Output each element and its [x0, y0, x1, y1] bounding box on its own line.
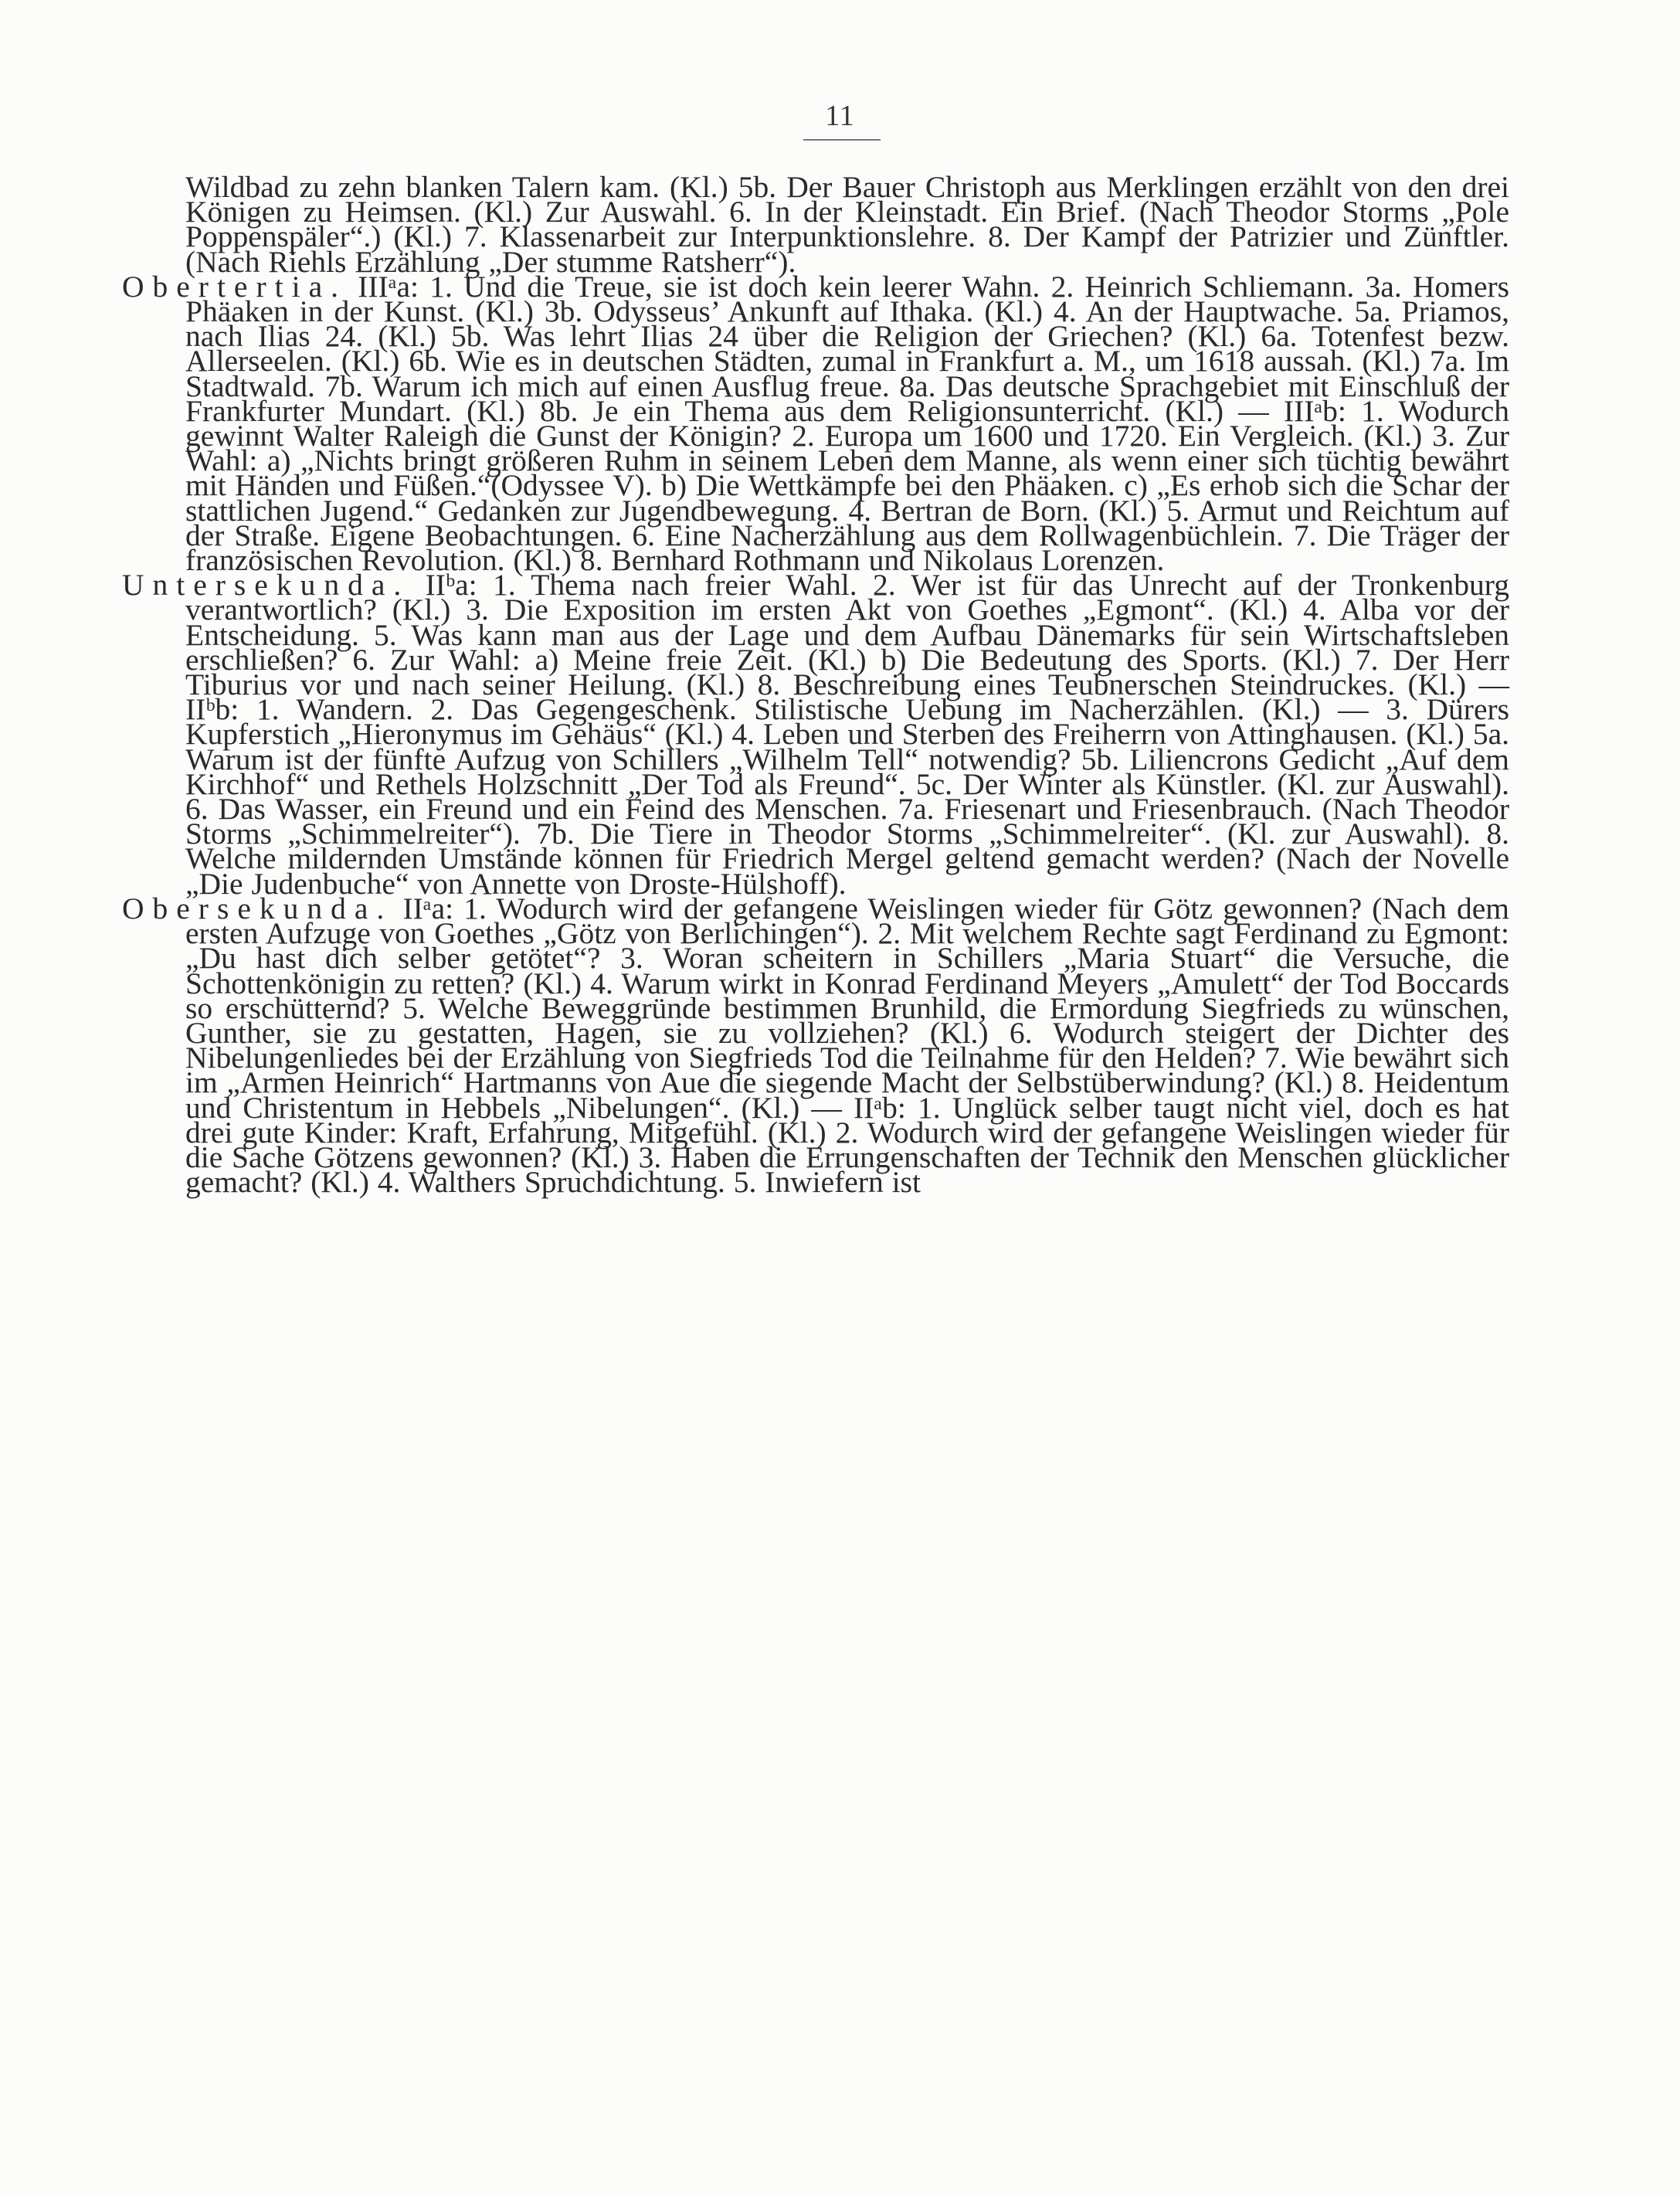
- page-number-rule: [803, 139, 881, 141]
- untersekunda-heading: Untersekunda.: [122, 568, 410, 603]
- document-body: [122, 170, 1509, 1200]
- obersekunda-section: [122, 891, 1509, 1200]
- obertertia-section: [122, 269, 1509, 578]
- page-number: 11: [825, 100, 855, 132]
- untersekunda-section: [122, 568, 1509, 901]
- obertertia-text: IIIᵃa: 1. Und die Treue, sie ist doch kein leerer Wahn. 2. Heinrich Schliemann. 3a. Homers Phäaken in der Kunst. (Kl.) 3b. Odysseus’ Ankunft auf Ithaka. (Kl.) 4. An der Hauptwache. 5a. Priamos, nach Ilias 24. (Kl.) 5b. Was lehrt Ilias 24 über die Religion der Griechen? (Kl.) 6a. Totenfest bezw. Allerseelen. (Kl.) 6b. Wie es in deutschen Städten, zumal in Frankfurt a. M., um 1618 aussah. (Kl.) 7a. Im Stadtwald. 7b. Warum ich mich auf einen Ausflug freue. 8a. Das deutsche Sprachgebiet mit Einschluß der Frankfurter Mundart. (Kl.) 8b. Je ein Thema aus dem Religionsunterricht. (Kl.) — IIIᵃb: 1. Wodurch gewinnt Walter Raleigh die Gunst der Königin? 2. Europa um 1600 und 1720. Ein Vergleich. (Kl.) 3. Zur Wahl: a) „Nichts bringt größeren Ruhm in seinem Leben dem Manne, als wenn einer sich tüchtig bewährt mit Händen und Füßen.“(Odyssee V). b) Die Wettkämpfe bei den Phäaken. c) „Es erhob sich die Schar der stattlichen Jugend.“ Gedanken zur Jugendbewegung. 4. Bertran de Born. (Kl.) 5. Armut und Reichtum auf der Straße. Eigene Beobachtungen. 6. Eine Nacherzählung aus dem Rollwagenbüchlein. 7. Die Träger der französischen Revolution. (Kl.) 8. Bernhard Rothmann und Nikolaus Lorenzen.: [185, 269, 1509, 578]
- continued-paragraph: Wildbad zu zehn blanken Talern kam. (Kl.) 5b. Der Bauer Christoph aus Merklingen erzählt von den drei Königen zu Heimsen. (Kl.) Zur Auswahl. 6. In der Kleinstadt. Ein Brief. (Nach Theodor Storms „Pole Poppenspäler“.) (Kl.) 7. Klassenarbeit zur Interpunktionslehre. 8. Der Kampf der Patrizier und Zünftler. (Nach Riehls Erzählung „Der stumme Ratsherr“).: [185, 170, 1509, 279]
- obertertia-heading: Obertertia.: [122, 269, 347, 304]
- untersekunda-text: IIᵇa: 1. Thema nach freier Wahl. 2. Wer ist für das Unrecht auf der Tronkenburg verantwortlich? (Kl.) 3. Die Exposition im ersten Akt von Goethes „Egmont“. (Kl.) 4. Alba vor der Entscheidung. 5. Was kann man aus der Lage und dem Aufbau Dänemarks für sein Wirtschaftsleben erschließen? 6. Zur Wahl: a) Meine freie Zeit. (Kl.) b) Die Bedeutung des Sports. (Kl.) 7. Der Herr Tiburius vor und nach seiner Heilung. (Kl.) 8. Beschreibung eines Teubnerschen Steindruckes. (Kl.) — IIᵇb: 1. Wandern. 2. Das Gegengeschenk. Stilistische Uebung im Nacherzählen. (Kl.) — 3. Dürers Kupferstich „Hieronymus im Gehäus“ (Kl.) 4. Leben und Sterben des Freiherrn von Attinghausen. (Kl.) 5a. Warum ist der fünfte Aufzug von Schillers „Wilhelm Tell“ notwendig? 5b. Liliencrons Gedicht „Auf dem Kirchhof“ und Rethels Holzschnitt „Der Tod als Freund“. 5c. Der Winter als Künstler. (Kl. zur Auswahl). 6. Das Wasser, ein Freund und ein Feind des Menschen. 7a. Friesenart und Friesenbrauch. (Nach Theodor Storms „Schimmelreiter“). 7b. Die Tiere in Theodor Storms „Schimmelreiter“. (Kl. zur Auswahl). 8. Welche mildernden Umstände können für Friedrich Mergel geltend gemacht werden? (Nach der Novelle „Die Judenbuche“ von Annette von Droste-Hülshoff).: [185, 568, 1509, 901]
- obersekunda-text: IIᵃa: 1. Wodurch wird der gefangene Weislingen wieder für Götz gewonnen? (Nach dem ersten Aufzuge von Goethes „Götz von Berlichingen“). 2. Mit welchem Rechte sagt Ferdinand zu Egmont: „Du hast dich selber getötet“? 3. Woran scheitern in Schillers „Maria Stuart“ die Versuche, die Schottenkönigin zu retten? (Kl.) 4. Warum wirkt in Konrad Ferdinand Meyers „Amulett“ der Tod Boccards so erschütternd? 5. Welche Beweggründe bestimmen Brunhild, die Ermordung Siegfrieds zu wünschen, Gunther, sie zu gestatten, Hagen, sie zu vollziehen? (Kl.) 6. Wodurch steigert der Dichter des Nibelungenliedes bei der Erzählung von Siegfrieds Tod die Teilnahme für den Helden? 7. Wie bewährt sich im „Armen Heinrich“ Hartmanns von Aue die siegende Macht der Selbstüberwindung? (Kl.) 8. Heidentum und Christentum in Hebbels „Nibelungen“. (Kl.) — IIᵃb: 1. Unglück selber taugt nicht viel, doch es hat drei gute Kinder: Kraft, Erfahrung, Mitgefühl. (Kl.) 2. Wodurch wird der gefangene Weislingen wieder für die Sache Götzens gewonnen? (Kl.) 3. Haben die Errungenschaften der Technik den Menschen glücklicher gemacht? (Kl.) 4. Walthers Spruchdichtung. 5. Inwiefern ist: [185, 891, 1509, 1200]
- obersekunda-heading: Obersekunda.: [122, 891, 393, 925]
